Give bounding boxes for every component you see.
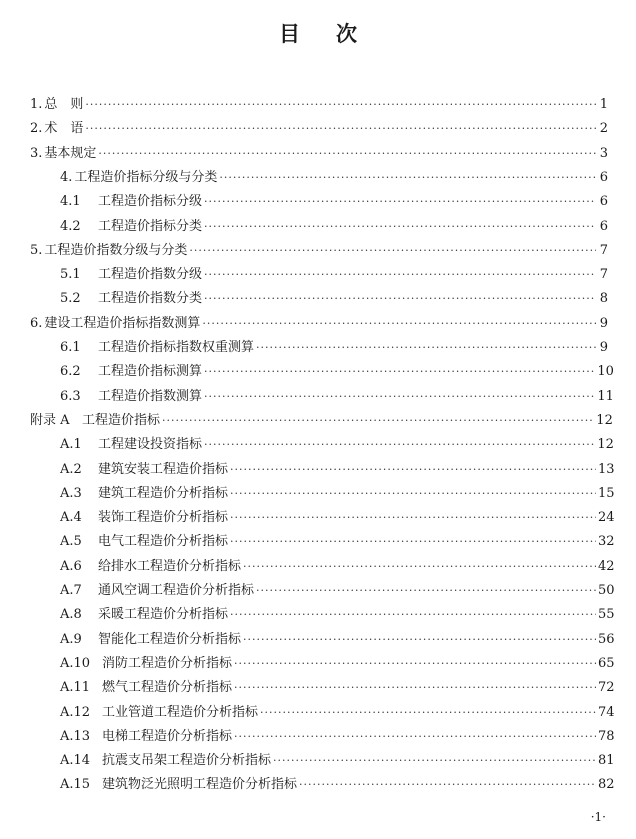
toc-entry-number: A.9 [60, 631, 82, 647]
toc-entry [60, 776, 615, 794]
toc-entry [60, 533, 615, 551]
toc-entry-page: 6 [599, 169, 608, 185]
toc-entry-page: 13 [598, 461, 615, 477]
toc-entry [60, 606, 615, 624]
toc-entry-title: 建筑物泛光照明工程造价分析指标 [102, 777, 298, 793]
toc-entry-title: 电气工程造价分析指标 [98, 534, 229, 550]
toc-entry [30, 242, 608, 260]
toc-entry-page: 8 [599, 291, 608, 307]
toc-entry-page: 74 [598, 704, 615, 720]
toc-entry-title: 总 则 [44, 97, 84, 112]
toc-entry-number: A.5 [60, 534, 82, 550]
toc-entry-page: 82 [598, 777, 615, 793]
toc-dot-leader [273, 752, 596, 770]
toc-entry [30, 412, 613, 430]
toc-entry-page: 42 [598, 558, 615, 574]
toc-dot-leader [204, 193, 596, 211]
toc-dot-leader [204, 290, 596, 308]
toc-entry-page: 12 [596, 412, 613, 428]
toc-dot-leader [260, 704, 596, 722]
toc-entry-number: A.8 [60, 607, 82, 623]
toc-entry-number: A.12 [60, 704, 91, 720]
toc-entry-page: 65 [598, 655, 615, 671]
toc-entry-title: 通风空调工程造价分析指标 [98, 583, 255, 598]
toc-dot-leader [243, 631, 596, 649]
toc-entry [30, 120, 608, 138]
toc-entry [60, 339, 608, 357]
toc-entry [60, 631, 615, 649]
toc-entry-number: 3. [30, 145, 43, 161]
toc-entry-title: 工程造价指数分级与分类 [44, 242, 188, 258]
toc-entry-number: 附录 A [30, 412, 70, 428]
toc-entry-title: 抗震支吊架工程造价分析指标 [102, 753, 272, 769]
title-char-2: 次 [336, 22, 357, 46]
toc-entry-number: 6.3 [60, 388, 81, 404]
toc-entry-number: A.10 [60, 655, 91, 671]
toc-entry [30, 315, 608, 333]
toc-entry-page: 9 [599, 340, 608, 355]
toc-entry [60, 218, 608, 236]
toc-dot-leader [234, 679, 596, 697]
toc-entry [60, 363, 614, 381]
toc-entry-page: 7 [599, 267, 608, 283]
toc-entry [60, 509, 615, 527]
toc-dot-leader [189, 242, 596, 260]
toc-entry [60, 582, 615, 600]
toc-entry-number: 4.1 [60, 194, 81, 210]
toc-dot-leader [230, 509, 596, 527]
toc-dot-leader [243, 558, 596, 576]
toc-dot-leader [202, 315, 596, 333]
toc-dot-leader [256, 339, 596, 357]
toc-dot-leader [204, 266, 596, 284]
toc-entry [60, 266, 608, 284]
toc-entry [60, 436, 614, 454]
toc-entry [60, 290, 608, 308]
toc-entry-number: 4. [60, 169, 73, 185]
toc-dot-leader [230, 485, 596, 503]
toc-entry-number: A.3 [60, 485, 82, 501]
toc-entry-page: 24 [598, 510, 615, 526]
toc-entry-page: 32 [598, 534, 615, 550]
toc-entry-title: 工程造价指数分类 [98, 291, 203, 307]
toc-entry [60, 752, 615, 770]
toc-entry-page: 81 [598, 753, 615, 769]
toc-dot-leader [204, 436, 595, 454]
toc-entry-page: 15 [598, 485, 615, 501]
toc-entry [30, 145, 608, 163]
toc-entry [60, 485, 615, 503]
toc-entry-title: 工程造价指标分类 [98, 218, 203, 234]
toc-entry-number: 6. [30, 315, 43, 331]
toc-entry [60, 193, 608, 211]
toc-entry-page: 7 [599, 242, 608, 258]
toc-entry-title: 装饰工程造价分析指标 [98, 510, 229, 526]
page-number-footer: ·1· [590, 810, 606, 824]
toc-entry-page: 72 [598, 680, 615, 696]
toc-dot-leader [85, 120, 596, 138]
toc-entry-title: 工程造价指数分级 [98, 267, 203, 283]
toc-entry-number: 6.1 [60, 340, 81, 355]
toc-dot-leader [204, 218, 596, 236]
toc-entry-number: A.7 [60, 583, 82, 598]
toc-entry-page: 2 [599, 121, 608, 137]
toc-entry-title: 工程造价指标分级与分类 [74, 169, 218, 185]
toc-dot-leader [219, 169, 596, 187]
toc-entry-page: 1 [599, 97, 608, 112]
toc-dot-leader [204, 388, 595, 406]
toc-dot-leader [230, 606, 596, 624]
toc-entry [60, 461, 615, 479]
toc-dot-leader [98, 145, 596, 163]
toc-entry-title: 工程建设投资指标 [98, 437, 203, 453]
toc-entry-title: 建设工程造价指标指数测算 [44, 315, 201, 331]
toc-entry-page: 6 [599, 194, 608, 210]
toc-entry-page: 12 [597, 437, 614, 453]
toc-dot-leader [256, 582, 596, 600]
toc-entry-number: A.11 [60, 680, 91, 696]
toc-entry-page: 56 [598, 631, 615, 647]
toc-entry [60, 169, 608, 187]
toc-entry-title: 工程造价指数测算 [98, 388, 203, 404]
toc-entry-number: 4.2 [60, 218, 81, 234]
toc-entry-page: 3 [599, 145, 608, 161]
toc-entry [60, 655, 615, 673]
toc-entry-page: 11 [597, 388, 614, 404]
toc-entry-title: 工程造价指标测算 [98, 364, 203, 380]
toc-entry-page: 9 [599, 315, 608, 331]
toc-entry-title: 建筑工程造价分析指标 [98, 485, 229, 501]
toc-entry-number: A.13 [60, 728, 91, 744]
toc-entry-title: 基本规定 [44, 145, 97, 161]
toc-entry-title: 消防工程造价分析指标 [102, 655, 233, 671]
toc-entry-number: 6.2 [60, 364, 81, 380]
title-char-1: 目 [279, 22, 300, 46]
toc-entry-number: 5.1 [60, 267, 81, 283]
toc-entry-number: A.15 [60, 777, 91, 793]
toc-entry-title: 工程造价指标 [82, 412, 161, 428]
toc-dot-leader [234, 728, 596, 746]
toc-entry [60, 388, 614, 406]
toc-entry-title: 智能化工程造价分析指标 [98, 631, 242, 647]
toc-entry-title: 电梯工程造价分析指标 [102, 728, 233, 744]
toc-entry [60, 679, 615, 697]
toc-entry-number: 1. [30, 97, 43, 112]
toc-entry-number: A.2 [60, 461, 82, 477]
toc-entry-title: 采暖工程造价分析指标 [98, 607, 229, 623]
toc-dot-leader [299, 776, 596, 794]
toc-dot-leader [230, 533, 596, 551]
toc-entry-page: 55 [598, 607, 615, 623]
toc-entry-title: 建筑安装工程造价指标 [98, 461, 229, 477]
toc-entry-title: 工程造价指标指数权重测算 [98, 340, 255, 355]
toc-dot-leader [230, 461, 596, 479]
toc-entry [60, 728, 615, 746]
toc-entry-page: 78 [598, 728, 615, 744]
toc-entry-page: 50 [598, 583, 615, 598]
toc-entry [30, 96, 608, 114]
toc-entry-number: A.14 [60, 753, 91, 769]
toc-entry-title: 术 语 [44, 121, 84, 137]
toc-entry-title: 燃气工程造价分析指标 [102, 680, 233, 696]
toc-entry-page: 6 [599, 218, 608, 234]
page-title [0, 18, 636, 48]
toc-dot-leader [234, 655, 596, 673]
toc-entry [60, 704, 615, 722]
toc-dot-leader [162, 412, 594, 430]
toc-entry-number: A.1 [60, 437, 82, 453]
toc-entry-title: 给排水工程造价分析指标 [98, 558, 242, 574]
toc-entry-page: 10 [597, 364, 614, 380]
toc-entry-title: 工业管道工程造价分析指标 [102, 704, 259, 720]
toc-entry-number: A.6 [60, 558, 82, 574]
toc-dot-leader [204, 363, 595, 381]
toc-entry [60, 558, 615, 576]
toc-entry-number: 5. [30, 242, 43, 258]
toc-entry-number: 5.2 [60, 291, 81, 307]
toc-dot-leader [85, 96, 596, 114]
toc-entry-title: 工程造价指标分级 [98, 194, 203, 210]
toc-entry-number: 2. [30, 121, 43, 137]
toc-entry-number: A.4 [60, 510, 82, 526]
